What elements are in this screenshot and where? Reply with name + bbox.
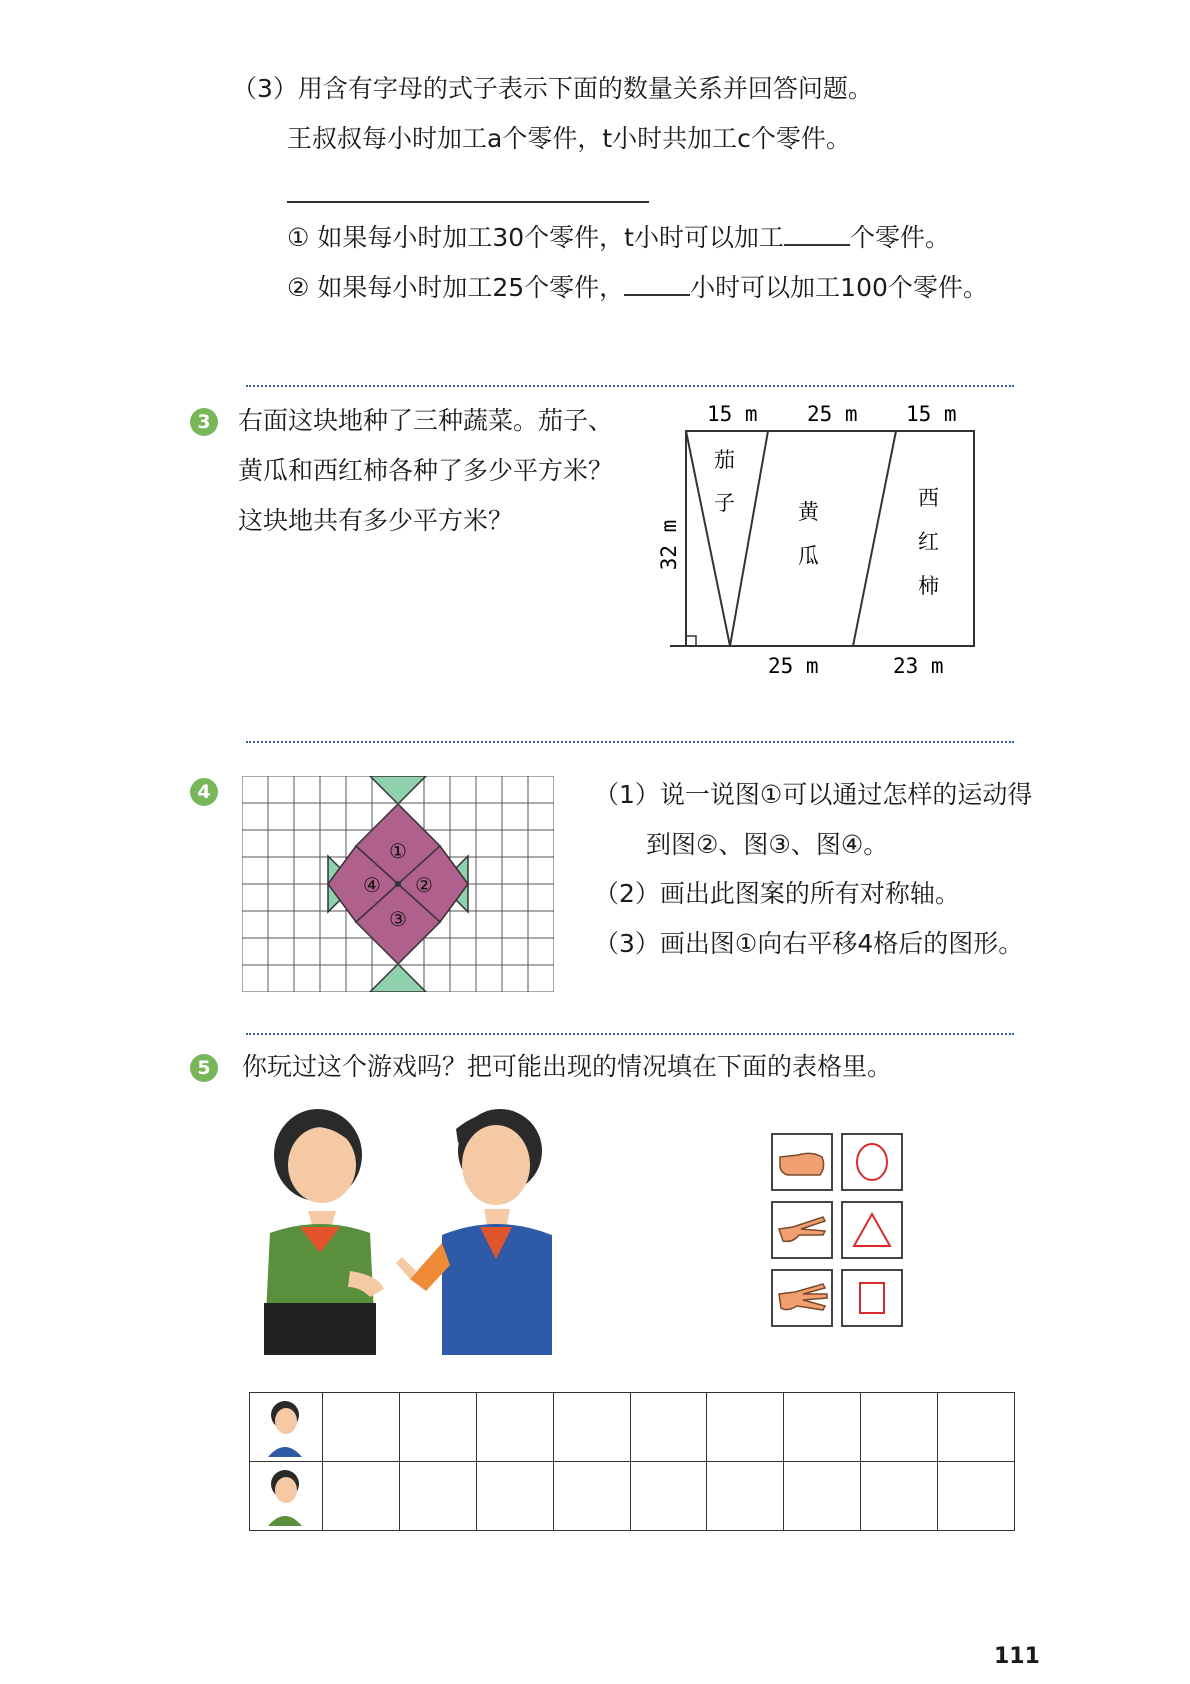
q5-number-badge: 5	[190, 1054, 218, 1082]
record-cell[interactable]	[630, 1393, 707, 1462]
q2-sub1-tail: 个零件。	[849, 223, 950, 252]
gesture-symbol-table	[771, 1133, 903, 1337]
q3-line3: 这块地共有多少平方米？	[238, 506, 514, 535]
center-point	[395, 881, 401, 887]
tomato-char-1: 西	[918, 486, 939, 510]
record-cell[interactable]	[861, 1462, 938, 1531]
cucumber-char-2: 瓜	[798, 544, 819, 568]
record-row	[250, 1393, 1015, 1462]
triangle-bottom	[370, 964, 426, 992]
circle-symbol	[841, 1133, 903, 1191]
record-table	[249, 1392, 1015, 1531]
q5-prompt: 你玩过这个游戏吗？把可能出现的情况填在下面的表格里。	[242, 1052, 893, 1081]
record-cell[interactable]	[323, 1462, 400, 1531]
q2-sub2	[287, 272, 988, 303]
blank-sub2[interactable]	[624, 272, 690, 296]
q2-sub1	[287, 222, 950, 253]
triangle-symbol	[841, 1201, 903, 1259]
record-cell[interactable]	[630, 1462, 707, 1531]
tomato-edge	[853, 431, 896, 646]
q2-sub2-text: ② 如果每小时加工25个零件，	[287, 273, 625, 302]
children-illustration	[260, 1103, 560, 1355]
height-label: 32 m	[657, 519, 681, 571]
q4-part2: （2）画出此图案的所有对称轴。	[594, 879, 960, 908]
open-palm-icon	[771, 1269, 833, 1327]
fist-icon	[771, 1133, 833, 1191]
record-cell[interactable]	[707, 1462, 784, 1531]
record-cell[interactable]	[707, 1393, 784, 1462]
record-cell[interactable]	[784, 1462, 861, 1531]
scissors-hand-icon	[771, 1201, 833, 1259]
q2-part3-heading: （3）用含有字母的式子表示下面的数量关系并回答问题。	[232, 74, 873, 103]
record-cell[interactable]	[476, 1393, 553, 1462]
section-divider	[246, 385, 1014, 387]
vegetable-field-diagram	[650, 393, 990, 683]
q3-line1: 右面这块地种了三种蔬菜。茄子、	[238, 406, 614, 435]
record-row	[250, 1462, 1015, 1531]
gesture-row-scissors	[771, 1201, 903, 1259]
mark-2: ②	[415, 873, 433, 897]
q4-number-badge: 4	[190, 778, 218, 806]
eggplant-edge-right	[730, 431, 768, 646]
right-angle-mark	[686, 636, 696, 646]
boy-figure	[396, 1109, 552, 1355]
eggplant-char-2: 子	[714, 491, 735, 515]
tomato-char-2: 红	[918, 530, 939, 554]
pattern-grid[interactable]	[242, 776, 554, 992]
triangle-top	[370, 776, 426, 804]
q4-part1-line1: （1）说一说图①可以通过怎样的运动得	[594, 780, 1033, 809]
mark-4: ④	[363, 873, 381, 897]
record-cell[interactable]	[938, 1462, 1015, 1531]
record-cell[interactable]	[399, 1393, 476, 1462]
record-cell[interactable]	[938, 1393, 1015, 1462]
top-label-3: 15 m	[906, 402, 957, 426]
q3-line2: 黄瓜和西红柿各种了多少平方米？	[238, 456, 614, 485]
record-cell[interactable]	[323, 1393, 400, 1462]
q2-sub2-tail: 小时可以加工100个零件。	[690, 273, 988, 302]
top-label-2: 25 m	[807, 402, 858, 426]
q4-part3: （3）画出图①向右平移4格后的图形。	[594, 929, 1024, 958]
top-label-1: 15 m	[707, 402, 758, 426]
answer-line-expression[interactable]	[287, 201, 649, 203]
q3-number-badge: 3	[190, 408, 218, 436]
blank-sub1[interactable]	[784, 222, 850, 246]
page-number: 111	[994, 1644, 1040, 1669]
record-cell[interactable]	[553, 1393, 630, 1462]
girl-figure	[264, 1109, 384, 1355]
section-divider	[246, 741, 1014, 743]
record-cell[interactable]	[861, 1393, 938, 1462]
q2-part3-statement: 王叔叔每小时加工a个零件，t小时共加工c个零件。	[287, 124, 851, 153]
eggplant-char-1: 茄	[714, 448, 735, 472]
record-cell[interactable]	[553, 1462, 630, 1531]
boy-portrait-icon	[250, 1393, 323, 1462]
bottom-label-1: 25 m	[768, 654, 819, 678]
square-symbol	[841, 1269, 903, 1327]
tomato-char-3: 柿	[918, 574, 939, 598]
cucumber-char-1: 黄	[798, 500, 819, 524]
mark-3: ③	[389, 907, 407, 931]
girl-portrait-icon	[250, 1462, 323, 1531]
bottom-label-2: 23 m	[893, 654, 944, 678]
gesture-row-paper	[771, 1269, 903, 1327]
mark-1: ①	[389, 839, 407, 863]
record-cell[interactable]	[784, 1393, 861, 1462]
section-divider	[246, 1033, 1014, 1035]
record-cell[interactable]	[476, 1462, 553, 1531]
gesture-row-rock	[771, 1133, 903, 1191]
record-cell[interactable]	[399, 1462, 476, 1531]
q4-part1-line2: 到图②、图③、图④。	[646, 830, 889, 859]
q2-sub1-text: ① 如果每小时加工30个零件，t小时可以加工	[287, 223, 784, 252]
